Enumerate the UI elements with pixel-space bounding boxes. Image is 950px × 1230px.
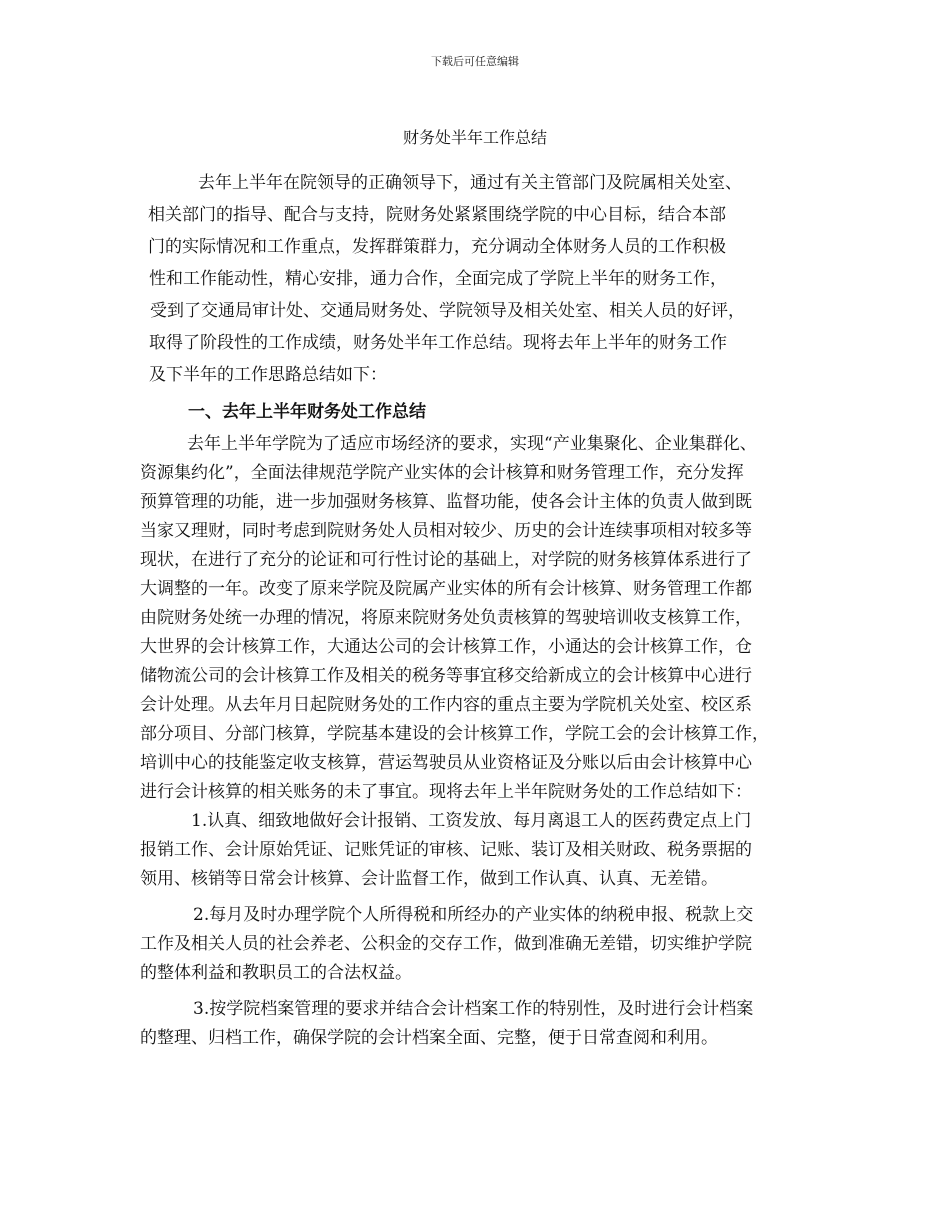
section-heading: 一、去年上半年财务处工作总结 xyxy=(188,402,426,422)
paragraph-gap xyxy=(0,988,950,995)
main-paragraph xyxy=(0,430,950,807)
list-item-line: 领用、核销等日常会计核算、会计监督工作，做到工作认真、认真、无差错。 xyxy=(140,869,718,889)
paragraph-line: 会计处理。从去年月日起院财务处的工作内容的重点主要为学院机关处室、校区系 xyxy=(140,695,752,715)
intro-paragraph xyxy=(0,167,950,391)
list-item-line: 的整体利益和教职员工的合法权益。 xyxy=(140,963,412,983)
intro-line: 相关部门的指导、配合与支持，院财务处紧紧围绕学院的中心目标，结合本部 xyxy=(148,205,726,225)
paragraph-gap xyxy=(0,894,950,901)
list-item-3 xyxy=(0,995,950,1053)
paragraph-line: 预算管理的功能，进一步加强财务核算、监督功能，使各会计主体的负责人做到既 xyxy=(140,492,752,512)
document-title: 财务处半年工作总结 xyxy=(402,128,547,147)
header-note: 下载后可任意编辑 xyxy=(431,55,519,68)
intro-line: 受到了交通局审计处、交通局财务处、学院领导及相关处室、相关人员的好评， xyxy=(150,301,745,321)
paragraph-line: 大调整的一年。改变了原来学院及院属产业实体的所有会计核算、财务管理工作都 xyxy=(140,579,752,599)
intro-line: 门的实际情况和工作重点，发挥群策群力，充分调动全体财务人员的工作积极 xyxy=(148,237,726,257)
paragraph-line: 当家又理财，同时考虑到院财务处人员相对较少、历史的会计连续事项相对较多等 xyxy=(140,521,752,541)
list-item-1 xyxy=(0,807,950,894)
intro-line: 去年上半年在院领导的正确领导下，通过有关主管部门及院属相关处室、 xyxy=(198,173,742,193)
list-item-line: 1.认真、细致地做好会计报销、工资发放、每月离退工人的医药费定点上门 xyxy=(191,811,752,831)
paragraph-line: 由院财务处统一办理的情况，将原来院财务处负责核算的驾驶培训收支核算工作， xyxy=(140,608,752,628)
paragraph-line: 去年上半年学院为了适应市场经济的要求，实现“产业集聚化、企业集群化、 xyxy=(187,434,757,454)
intro-line: 及下半年的工作思路总结如下： xyxy=(149,365,387,385)
paragraph-line: 大世界的会计核算工作，大通达公司的会计核算工作，小通达的会计核算工作，仓 xyxy=(140,637,752,657)
list-item-line: 报销工作、会计原始凭证、记账凭证的审核、记账、装订及相关财政、税务票据的 xyxy=(140,840,752,860)
paragraph-line: 部分项目、分部门核算，学院基本建设的会计核算工作，学院工会的会计核算工作， xyxy=(140,724,769,744)
paragraph-line: 储物流公司的会计核算工作及相关的税务等事宜移交给新成立的会计核算中心进行 xyxy=(140,666,752,686)
list-item-line: 工作及相关人员的社会养老、公积金的交存工作，做到准确无差错，切实维护学院 xyxy=(140,934,752,954)
body-content xyxy=(0,430,950,1053)
list-item-line: 2.每月及时办理学院个人所得税和所经办的产业实体的纳税申报、税款上交 xyxy=(193,905,754,925)
list-item-line: 的整理、归档工作，确保学院的会计档案全面、完整，便于日常查阅和利用。 xyxy=(140,1028,718,1048)
list-item-2 xyxy=(0,901,950,988)
paragraph-line: 现状，在进行了充分的论证和可行性讨论的基础上，对学院的财务核算体系进行了 xyxy=(140,550,752,570)
list-item-line: 3.按学院档案管理的要求并结合会计档案工作的特别性，及时进行会计档案 xyxy=(193,999,754,1019)
paragraph-line: 资源集约化”，全面法律规范学院产业实体的会计核算和财务管理工作，充分发挥 xyxy=(140,463,744,483)
paragraph-line: 培训中心的技能鉴定收支核算，营运驾驶员从业资格证及分账以后由会计核算中心 xyxy=(140,753,752,773)
intro-line: 取得了阶段性的工作成绩，财务处半年工作总结。现将去年上半年的财务工作 xyxy=(149,333,727,353)
paragraph-line: 进行会计核算的相关账务的未了事宜。现将去年上半年院财务处的工作总结如下： xyxy=(140,782,752,802)
intro-line: 性和工作能动性，精心安排，通力合作，全面完成了学院上半年的财务工作， xyxy=(149,269,727,289)
